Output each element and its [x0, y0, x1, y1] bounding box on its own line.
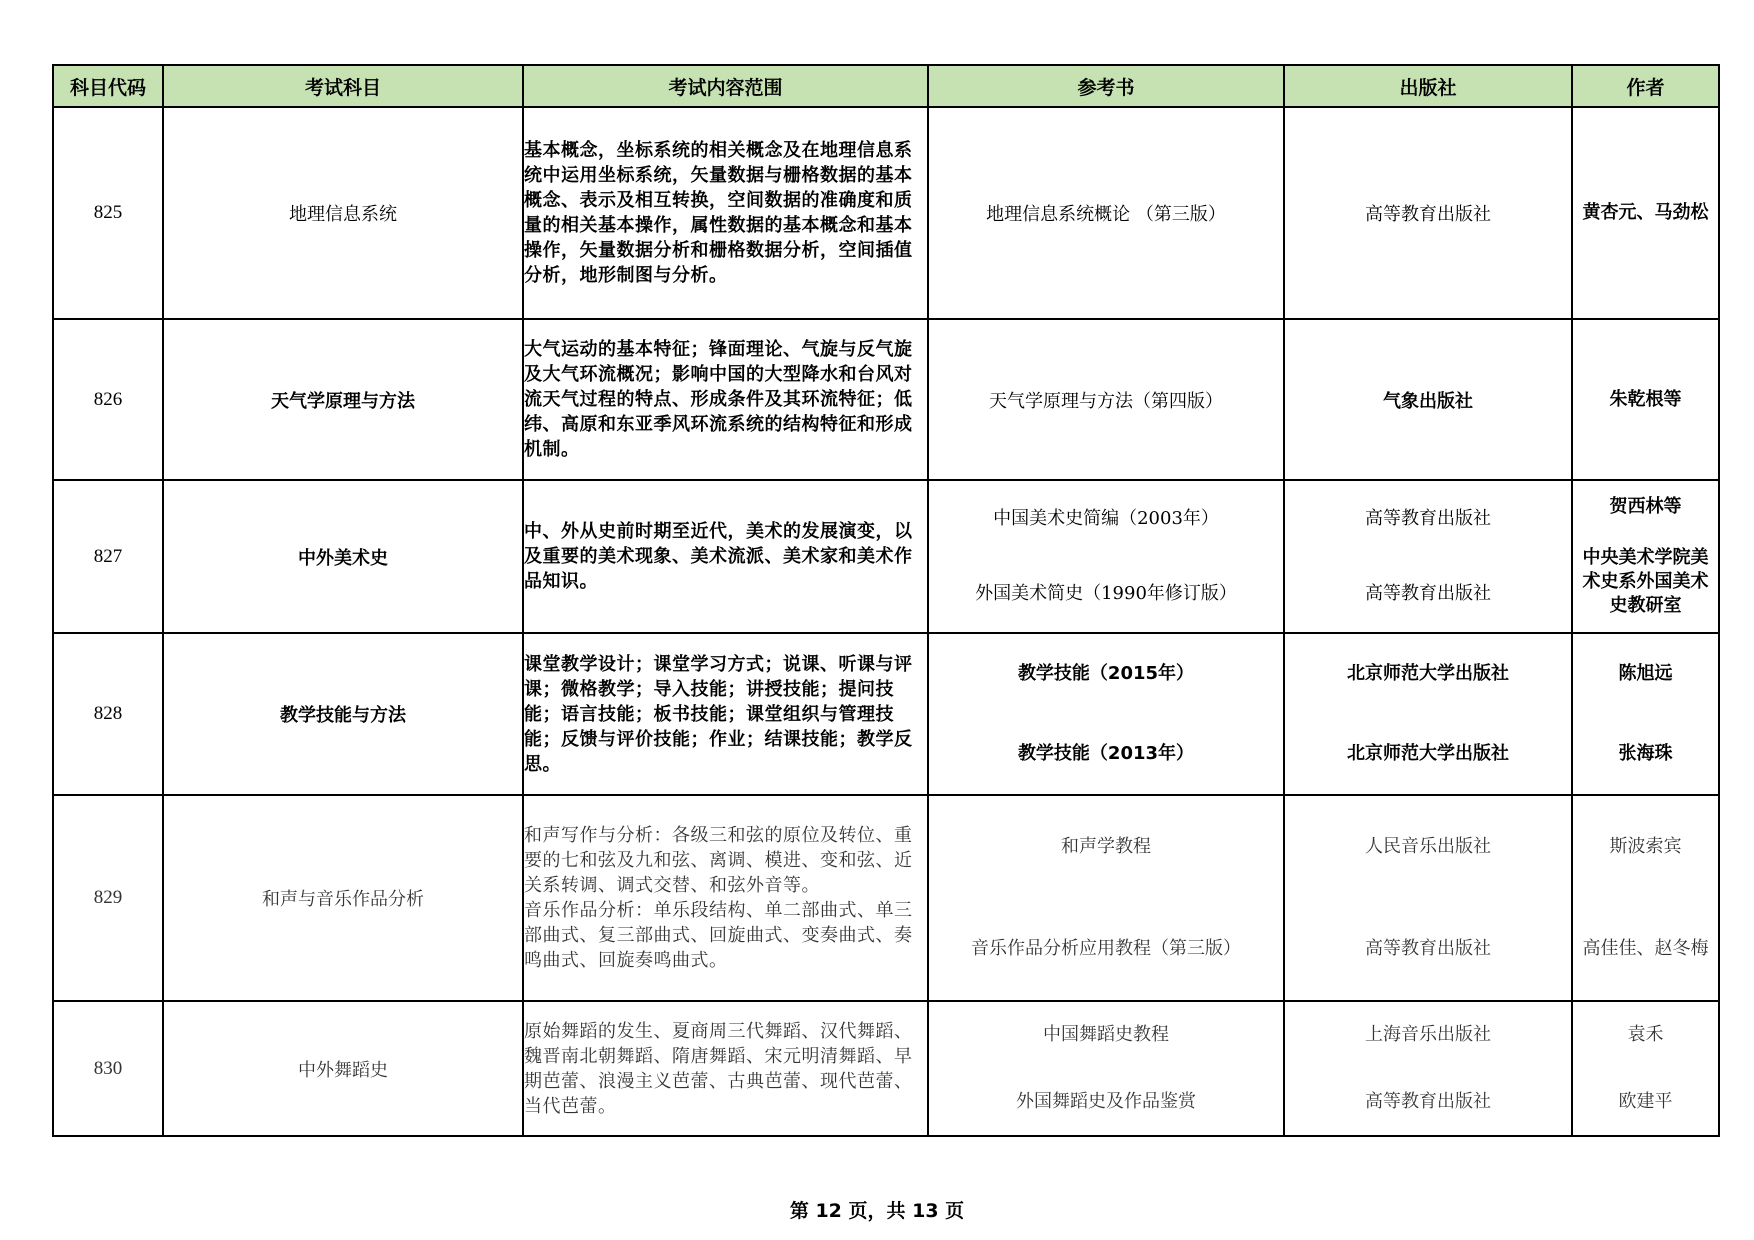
table-header-row	[53, 65, 1719, 107]
exam-scope: 课堂教学设计；课堂学习方式；说课、听课与评课；微格教学；导入技能；讲授技能；提问技能；语言技能；板书技能；课堂组织与管理技能；反馈与评价技能；作业；结课技能；教学反思。	[523, 633, 928, 795]
subject-name: 和声与音乐作品分析	[163, 795, 523, 1001]
reference-book: 中国舞蹈史教程	[1043, 1024, 1169, 1046]
exam-scope: 和声写作与分析：各级三和弦的原位及转位、重要的七和弦及九和弦、离调、模进、变和弦、近关系转调、调式交替、和弦外音等。 音乐作品分析：单乐段结构、单二部曲式、单三部曲式、复三部曲式、回旋曲式、变奏曲式、奏鸣曲式、回旋奏鸣曲式。	[523, 795, 928, 1001]
exam-scope: 中、外从史前时期至近代，美术的发展演变，以及重要的美术现象、美术流派、美术家和美术作品知识。	[523, 480, 928, 633]
header-author: 作者	[1572, 65, 1719, 107]
subject-name: 中外舞蹈史	[163, 1001, 523, 1136]
header-reference-book: 参考书	[928, 65, 1284, 107]
publisher: 北京师范大学出版社	[1347, 743, 1509, 764]
table-row	[53, 1001, 1719, 1136]
publisher: 高等教育出版社	[1365, 938, 1491, 959]
page-footer: 第 12 页，共 13 页	[789, 1200, 965, 1222]
publisher: 高等教育出版社	[1365, 507, 1491, 529]
author: 斯波索宾	[1609, 836, 1682, 857]
subject-name: 教学技能与方法	[163, 633, 523, 795]
publisher: 上海音乐出版社	[1365, 1024, 1491, 1046]
author: 欧建平	[1618, 1090, 1673, 1112]
author: 朱乾根等	[1572, 319, 1719, 480]
author: 中央美术学院美术史系外国美术史教研室	[1582, 547, 1709, 617]
subject-code: 829	[53, 795, 163, 1001]
subject-code: 826	[53, 319, 163, 480]
author: 贺西林等	[1609, 495, 1682, 517]
subject-name: 中外美术史	[163, 480, 523, 633]
exam-subjects-table	[52, 64, 1720, 1137]
reference-book: 音乐作品分析应用教程（第三版）	[971, 938, 1241, 959]
subject-code: 825	[53, 107, 163, 319]
reference-book: 和声学教程	[1061, 836, 1151, 857]
reference-book: 教学技能（2015年）	[1017, 663, 1195, 684]
subject-code: 830	[53, 1001, 163, 1136]
exam-scope: 大气运动的基本特征；锋面理论、气旋与反气旋及大气环流概况；影响中国的大型降水和台风对流天气过程的特点、形成条件及其环流特征；低纬、高原和东亚季风环流系统的结构特征和形成机制。	[523, 319, 928, 480]
author: 张海珠	[1618, 743, 1673, 764]
publisher: 高等教育出版社	[1365, 1090, 1491, 1112]
reference-book: 教学技能（2013年）	[1017, 743, 1195, 764]
subject-code: 827	[53, 480, 163, 633]
header-code: 科目代码	[53, 65, 163, 107]
publisher: 人民音乐出版社	[1365, 836, 1491, 857]
reference-book: 外国美术简史（1990年修订版）	[975, 583, 1237, 605]
reference-book: 地理信息系统概论 （第三版）	[928, 107, 1284, 319]
subject-name: 天气学原理与方法	[163, 319, 523, 480]
subject-code: 828	[53, 633, 163, 795]
author: 陈旭远	[1618, 663, 1673, 684]
exam-scope: 基本概念，坐标系统的相关概念及在地理信息系统中运用坐标系统，矢量数据与栅格数据的基本概念、表示及相互转换，空间数据的准确度和质量的相关基本操作，属性数据的基本概念和基本操作，矢量数据分析和栅格数据分析，空间插值分析，地形制图与分析。	[523, 107, 928, 319]
author: 高佳佳、赵冬梅	[1582, 938, 1709, 959]
subject-name: 地理信息系统	[163, 107, 523, 319]
header-publisher: 出版社	[1284, 65, 1572, 107]
author: 袁禾	[1627, 1024, 1664, 1046]
publisher: 北京师范大学出版社	[1347, 663, 1509, 684]
publisher: 高等教育出版社	[1284, 107, 1572, 319]
reference-book: 外国舞蹈史及作品鉴赏	[1016, 1090, 1196, 1112]
table-row	[53, 633, 1719, 795]
publisher: 气象出版社	[1284, 319, 1572, 480]
header-scope: 考试内容范围	[523, 65, 928, 107]
table-row	[53, 319, 1719, 480]
author: 黄杏元、马劲松	[1572, 107, 1719, 319]
header-subject: 考试科目	[163, 65, 523, 107]
table-row	[53, 107, 1719, 319]
table-row	[53, 795, 1719, 1001]
reference-book: 中国美术史简编（2003年）	[993, 507, 1219, 529]
exam-scope: 原始舞蹈的发生、夏商周三代舞蹈、汉代舞蹈、魏晋南北朝舞蹈、隋唐舞蹈、宋元明清舞蹈、早期芭蕾、浪漫主义芭蕾、古典芭蕾、现代芭蕾、当代芭蕾。	[523, 1001, 928, 1136]
table-row	[53, 480, 1719, 633]
publisher: 高等教育出版社	[1365, 583, 1491, 605]
reference-book: 天气学原理与方法（第四版）	[928, 319, 1284, 480]
